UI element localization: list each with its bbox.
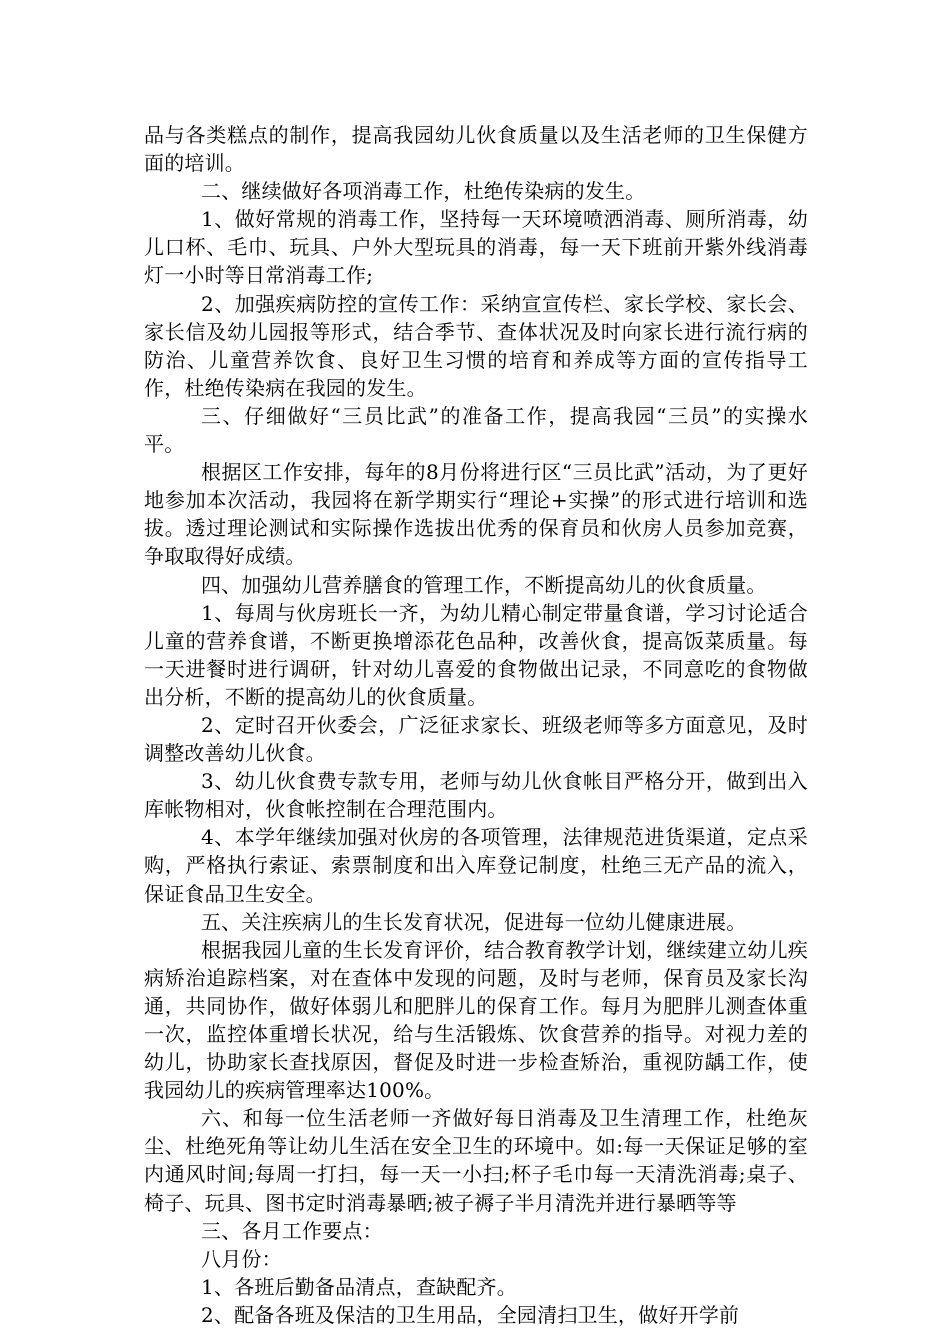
document-body — [144, 121, 808, 1329]
paragraph-11: 五、关注疾病儿的生长发育状况，促进每一位幼儿健康进展。 — [201, 909, 747, 934]
paragraph-10: 4、本学年继续加强对伙房的各项管理，法律规范进货渠道，定点采购，严格执行索证、索票制度和出入库登记制度，杜绝三无产品的流入，保证食品卫生安全。 — [144, 825, 808, 906]
paragraph-3: 2、加强疾病防控的宣传工作：采纳宣宣传栏、家长学校、家长会、家长信及幼儿园报等形式，结合季节、查体状况及时向家长进行流行病的防治、儿童营养饮食、良好卫生习惯的培育和养成等方面的宣传指导工作，杜绝传染病在我园的发生。 — [144, 291, 808, 400]
paragraph-4: 三、仔细做好“三员比武”的准备工作，提高我园“三员”的实操水平。 — [144, 403, 808, 457]
paragraph-5: 根据区工作安排，每年的8月份将进行区“三员比武”活动，为了更好地参加本次活动，我园将在新学期实行“理论+实操”的形式进行培训和选拔。透过理论测试和实际操作选拔出优秀的保育员和伙房人员参加竞赛，争取取得好成绩。 — [144, 460, 808, 569]
paragraph-14: 三、各月工作要点： — [201, 1218, 383, 1243]
paragraph-1: 二、继续做好各项消毒工作，杜绝传染病的发生。 — [201, 179, 646, 204]
paragraph-7: 1、每周与伙房班长一齐，为幼儿精心制定带量食谱，学习讨论适合儿童的营养食谱，不断更换增添花色品种，改善伙食，提高饭菜质量。每一天进餐时进行调研，针对幼儿喜爱的食物做出记录，不同意吃的食物做出分析，不断的提高幼儿的伙食质量。 — [144, 600, 808, 709]
paragraph-8: 2、定时召开伙委会，广泛征求家长、班级老师等多方面意见，及时调整改善幼儿伙食。 — [144, 712, 808, 766]
paragraph-17: 2、配备各班及保洁的卫生用品，全园清扫卫生，做好开学前 — [201, 1302, 740, 1327]
paragraph-2: 1、做好常规的消毒工作，坚持每一天环境喷洒消毒、厕所消毒，幼儿口杯、毛巾、玩具、户外大型玩具的消毒，每一天下班前开紫外线消毒灯一小时等日常消毒工作; — [144, 207, 808, 288]
paragraph-6: 四、加强幼儿营养膳食的管理工作，不断提高幼儿的伙食质量。 — [201, 572, 767, 597]
paragraph-0: 品与各类糕点的制作，提高我园幼儿伙食质量以及生活老师的卫生保健方面的培训。 — [144, 123, 808, 176]
paragraph-9: 3、幼儿伙食费专款专用，老师与幼儿伙食帐目严格分开，做到出入库帐物相对，伙食帐控制在合理范围内。 — [144, 769, 808, 822]
paragraph-15: 八月份： — [201, 1246, 282, 1271]
paragraph-16: 1、各班后勤备品清点，查缺配齐。 — [201, 1274, 517, 1299]
paragraph-12: 根据我园儿童的生长发育评价，结合教育教学计划，继续建立幼儿疾病矫治追踪档案，对在查体中发现的问题，及时与老师，保育员及家长沟通，共同协作，做好体弱儿和肥胖儿的保育工作。每月为肥胖儿测查体重一次，监控体重增长状况，给与生活锻炼、饮食营养的指导。对视力差的幼儿，协助家长查找原因，督促及时进一步检查矫治，重视防龋工作，使我园幼儿的疾病管理率达100%。 — [144, 937, 808, 1103]
paragraph-13: 六、和每一位生活老师一齐做好每日消毒及卫生清理工作，杜绝灰尘、杜绝死角等让幼儿生活在安全卫生的环境中。如:每一天保证足够的室内通风时间;每周一打扫，每一天一小扫;杯子毛巾每一天清洗消毒;桌子、椅子、玩具、图书定时消毒暴晒;被子褥子半月清洗并进行暴晒等等 — [144, 1106, 808, 1215]
